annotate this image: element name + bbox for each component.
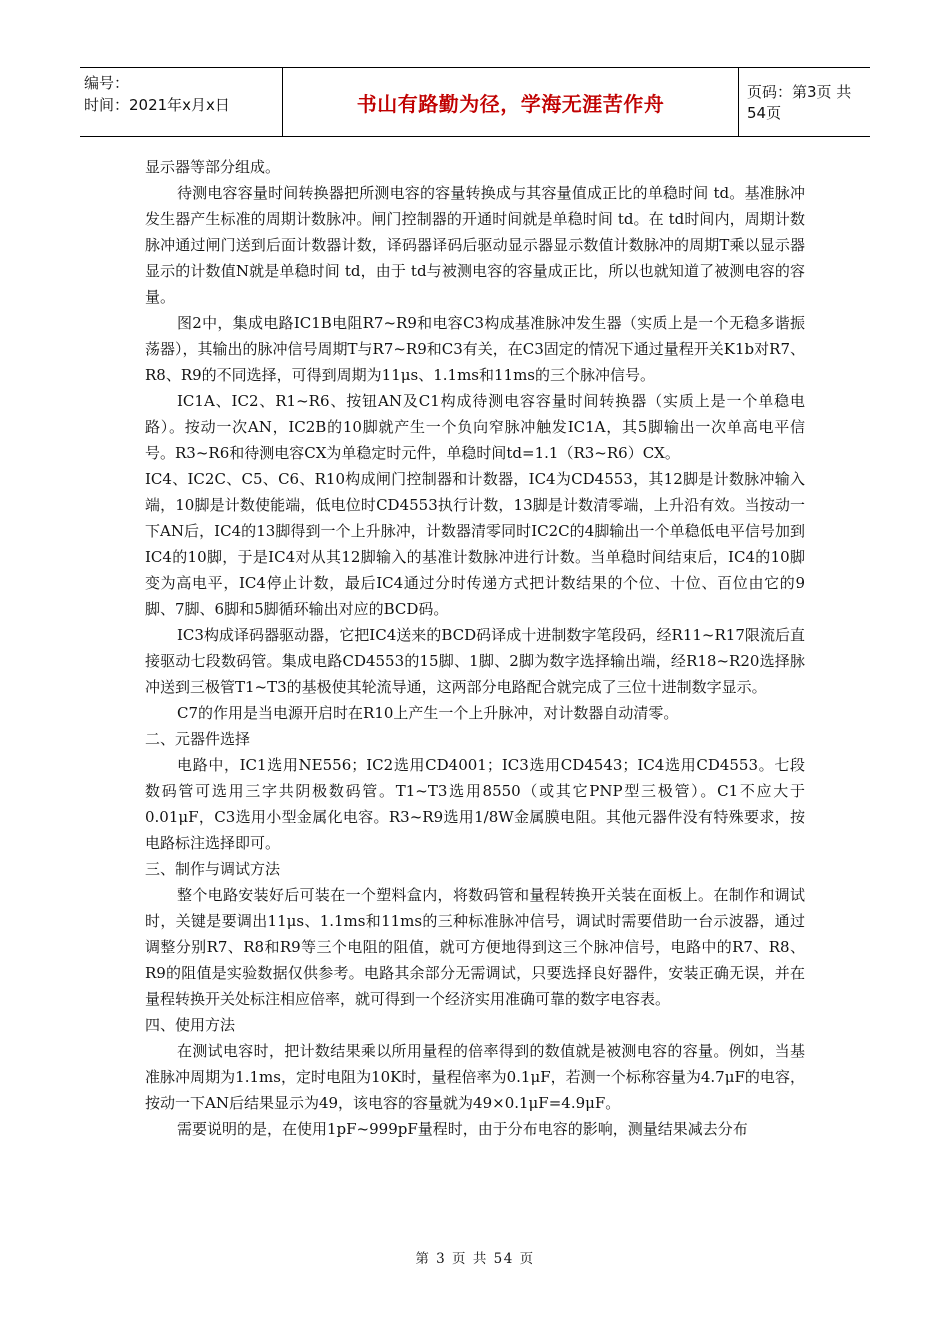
header-page-info: 页码：第3页 共54页 xyxy=(747,83,852,122)
page-header xyxy=(80,67,870,137)
document-date: 时间：2021年x月x日 xyxy=(84,96,230,114)
header-motto: 书山有路勤为径，学海无涯苦作舟 xyxy=(283,68,739,136)
paragraph: 三、制作与调试方法 xyxy=(145,860,281,878)
paragraph: IC3构成译码器驱动器，它把IC4送来的BCD码译成十进制数字笔段码，经R11~R17限流后直接驱动七段数码管。集成电路CD4553的15脚、1脚、2脚为数字选择输出端，经R18~R20选择脉冲送到三极管T1~T3的基极使其轮流导通，这两部分电路配合就完成了三位十进制数字显示。 xyxy=(145,626,805,696)
document-number-label: 编号： xyxy=(84,74,130,92)
paragraph: 待测电容容量时间转换器把所测电容的容量转换成与其容量值成正比的单稳时间 td。基准脉冲发生器产生标准的周期计数脉冲。闸门控制器的开通时间就是单稳时间 td。在 td时间内，周期计数脉冲通过闸门送到后面计数器计数，译码器译码后驱动显示器显示数值计数脉冲的周期T乘以显示器显示的计数值N就是单稳时间 td，由于 td与被测电容的容量成正比，所以也就知道了被测电容的容量。 xyxy=(145,184,805,306)
paragraph: C7的作用是当电源开启时在R10上产生一个上升脉冲，对计数器自动清零。 xyxy=(177,704,679,722)
paragraph: 整个电路安装好后可装在一个塑料盒内，将数码管和量程转换开关装在面板上。在制作和调试时，关键是要调出11μs、1.1ms和11ms的三种标准脉冲信号，调试时需要借助一台示波器，通过调整分别R7、R8和R9等三个电阻的阻值，就可方便地得到这三个脉冲信号，电路中的R7、R8、R9的阻值是实验数据仅供参考。电路其余部分无需调试，只要选择良好器件，安装正确无误，并在量程转换开关处标注相应倍率，就可得到一个经济实用准确可靠的数字电容表。 xyxy=(145,886,805,1008)
page-footer: 第 3 页 共 54 页 xyxy=(415,1251,535,1267)
paragraph: 需要说明的是，在使用1pF~999pF量程时，由于分布电容的影响，测量结果减去分布 xyxy=(177,1120,748,1138)
paragraph: 图2中，集成电路IC1B电阻R7~R9和电容C3构成基准脉冲发生器（实质上是一个无稳多谐振荡器），其输出的脉冲信号周期T与R7~R9和C3有关，在C3固定的情况下通过量程开关K1b对R7、R8、R9的不同选择，可得到周期为11μs、1.1ms和11ms的三个脉冲信号。 xyxy=(145,314,805,384)
paragraph: 显示器等部分组成。 xyxy=(145,158,281,176)
document-body xyxy=(145,154,805,1142)
paragraph: 四、使用方法 xyxy=(145,1016,236,1034)
header-meta xyxy=(80,68,283,136)
paragraph: IC1A、IC2、R1~R6、按钮AN及C1构成待测电容容量时间转换器（实质上是一个单稳电路）。按动一次AN，IC2B的10脚就产生一个负向窄脉冲触发IC1A，其5脚输出一次单高电平信号。R3~R6和待测电容CX为单稳定时元件，单稳时间td=1.1（R3~R6）CX。 xyxy=(145,392,805,462)
paragraph: 电路中，IC1选用NE556；IC2选用CD4001；IC3选用CD4543；IC4选用CD4553。七段数码管可选用三字共阴极数码管。T1~T3选用8550（或其它PNP型三极管）。C1不应大于0.01μF，C3选用小型金属化电容。R3~R9选用1/8W金属膜电阻。其他元器件没有特殊要求，按电路标注选择即可。 xyxy=(145,756,805,852)
paragraph: IC4、IC2C、C5、C6、R10构成闸门控制器和计数器，IC4为CD4553，其12脚是计数脉冲输入端，10脚是计数使能端，低电位时CD4553执行计数，13脚是计数清零端，上升沿有效。当按动一下AN后，IC4的13脚得到一个上升脉冲，计数器清零同时IC2C的4脚输出一个单稳低电平信号加到IC4的10脚，于是IC4对从其12脚输入的基准计数脉冲进行计数。当单稳时间结束后，IC4的10脚变为高电平，IC4停止计数，最后IC4通过分时传递方式把计数结果的个位、十位、百位由它的9脚、7脚、6脚和5脚循环输出对应的BCD码。 xyxy=(145,470,805,618)
paragraph: 在测试电容时，把计数结果乘以所用量程的倍率得到的数值就是被测电容的容量。例如，当基准脉冲周期为1.1ms，定时电阻为10K时，量程倍率为0.1μF，若测一个标称容量为4.7μF的电容，按动一下AN后结果显示为49，该电容的容量就为49×0.1μF=4.9μF。 xyxy=(145,1042,805,1112)
paragraph: 二、元器件选择 xyxy=(145,730,251,748)
